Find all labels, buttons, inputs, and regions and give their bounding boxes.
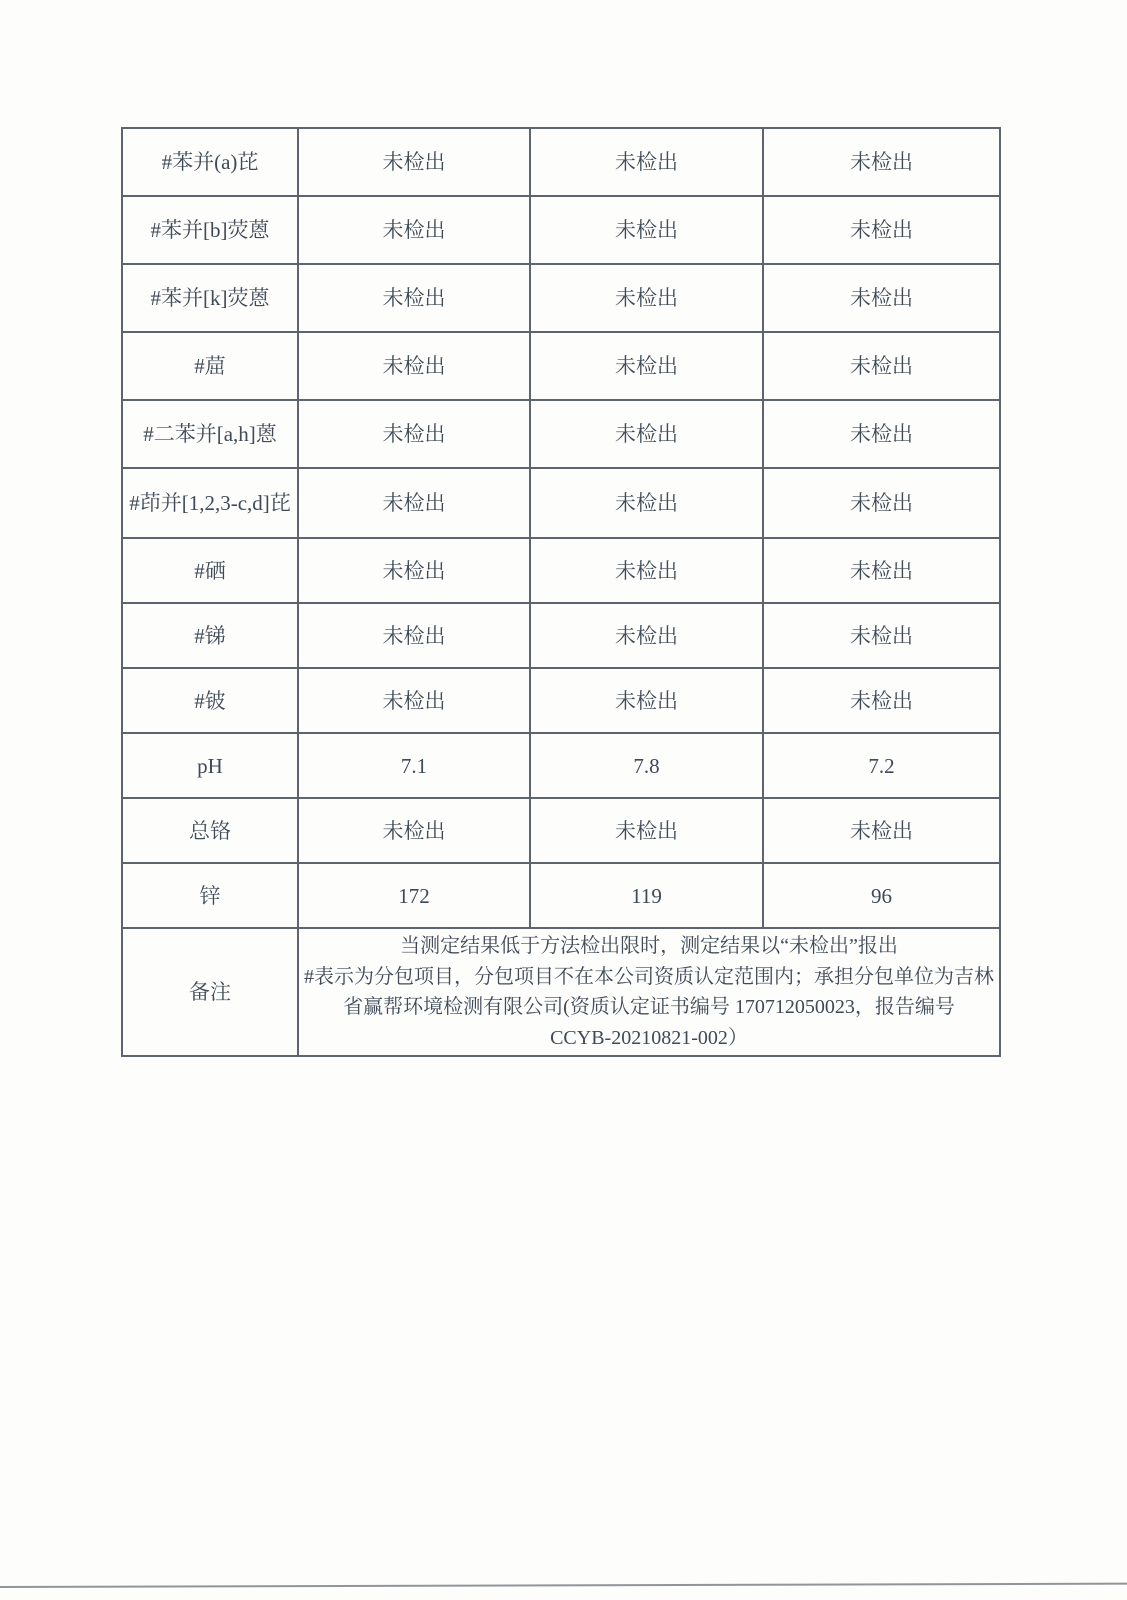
parameter-label: #铍: [122, 668, 298, 733]
result-value: 未检出: [763, 668, 1000, 733]
result-value: 未检出: [298, 538, 530, 603]
parameter-label: 总铬: [122, 798, 298, 863]
result-value: 未检出: [530, 538, 763, 603]
result-value: 未检出: [763, 264, 1000, 332]
result-value: 172: [298, 863, 530, 928]
remarks-row: [122, 928, 1000, 1056]
remarks-content: [298, 928, 1000, 1056]
parameter-label: 锌: [122, 863, 298, 928]
parameter-label: #锑: [122, 603, 298, 668]
table-row: [122, 468, 1000, 538]
result-value: 未检出: [763, 538, 1000, 603]
result-value: 未检出: [298, 128, 530, 196]
result-value: 未检出: [763, 332, 1000, 400]
table-row: [122, 196, 1000, 264]
result-value: 未检出: [763, 128, 1000, 196]
remarks-label: 备注: [122, 928, 298, 1056]
result-value: 7.8: [530, 733, 763, 798]
parameter-label: pH: [122, 733, 298, 798]
result-value: 未检出: [298, 603, 530, 668]
result-value: 未检出: [298, 668, 530, 733]
result-value: 119: [530, 863, 763, 928]
result-value: 未检出: [763, 196, 1000, 264]
result-value: 未检出: [530, 264, 763, 332]
result-value: 未检出: [530, 603, 763, 668]
result-value: 7.2: [763, 733, 1000, 798]
result-value: 未检出: [530, 668, 763, 733]
result-value: 未检出: [530, 400, 763, 468]
parameter-label: #茚并[1,2,3-c,d]芘: [122, 468, 298, 538]
remarks-line: #表示为分包项目，分包项目不在本公司资质认定范围内；承担分包单位为吉林: [304, 965, 994, 988]
scanner-edge-artifact: [0, 1583, 1127, 1588]
table-row: [122, 733, 1000, 798]
result-value: 未检出: [298, 332, 530, 400]
remarks-line: 当测定结果低于方法检出限时，测定结果以“未检出”报出: [400, 935, 898, 957]
table-row: [122, 798, 1000, 863]
table-row: [122, 128, 1000, 196]
result-value: 未检出: [530, 196, 763, 264]
result-value: 未检出: [530, 798, 763, 863]
parameter-label: #二苯并[a,h]蒽: [122, 400, 298, 468]
table-row: [122, 668, 1000, 733]
result-value: 未检出: [763, 400, 1000, 468]
result-value: 7.1: [298, 733, 530, 798]
remarks-line: CCYB-20210821-002）: [550, 1026, 748, 1049]
table-row: [122, 332, 1000, 400]
result-value: 未检出: [298, 196, 530, 264]
parameter-label: #苯并[k]荧蒽: [122, 264, 298, 332]
result-value: 未检出: [298, 798, 530, 863]
parameter-label: #䓛: [122, 332, 298, 400]
result-value: 未检出: [298, 264, 530, 332]
result-value: 未检出: [530, 332, 763, 400]
result-value: 未检出: [530, 468, 763, 538]
parameter-label: #苯并[b]荧蒽: [122, 196, 298, 264]
table-row: [122, 603, 1000, 668]
result-value: 未检出: [763, 798, 1000, 863]
result-value: 未检出: [298, 468, 530, 538]
result-value: 未检出: [530, 128, 763, 196]
result-value: 96: [763, 863, 1000, 928]
table-row: [122, 400, 1000, 468]
result-value: 未检出: [298, 400, 530, 468]
parameter-label: #苯并(a)芘: [122, 128, 298, 196]
results-table: [121, 127, 1001, 1057]
table-row: [122, 863, 1000, 928]
result-value: 未检出: [763, 468, 1000, 538]
result-value: 未检出: [763, 603, 1000, 668]
table-row: [122, 538, 1000, 603]
parameter-label: #硒: [122, 538, 298, 603]
remarks-line: 省赢帮环境检测有限公司(资质认定证书编号 170712050023，报告编号: [343, 996, 955, 1018]
table-row: [122, 264, 1000, 332]
